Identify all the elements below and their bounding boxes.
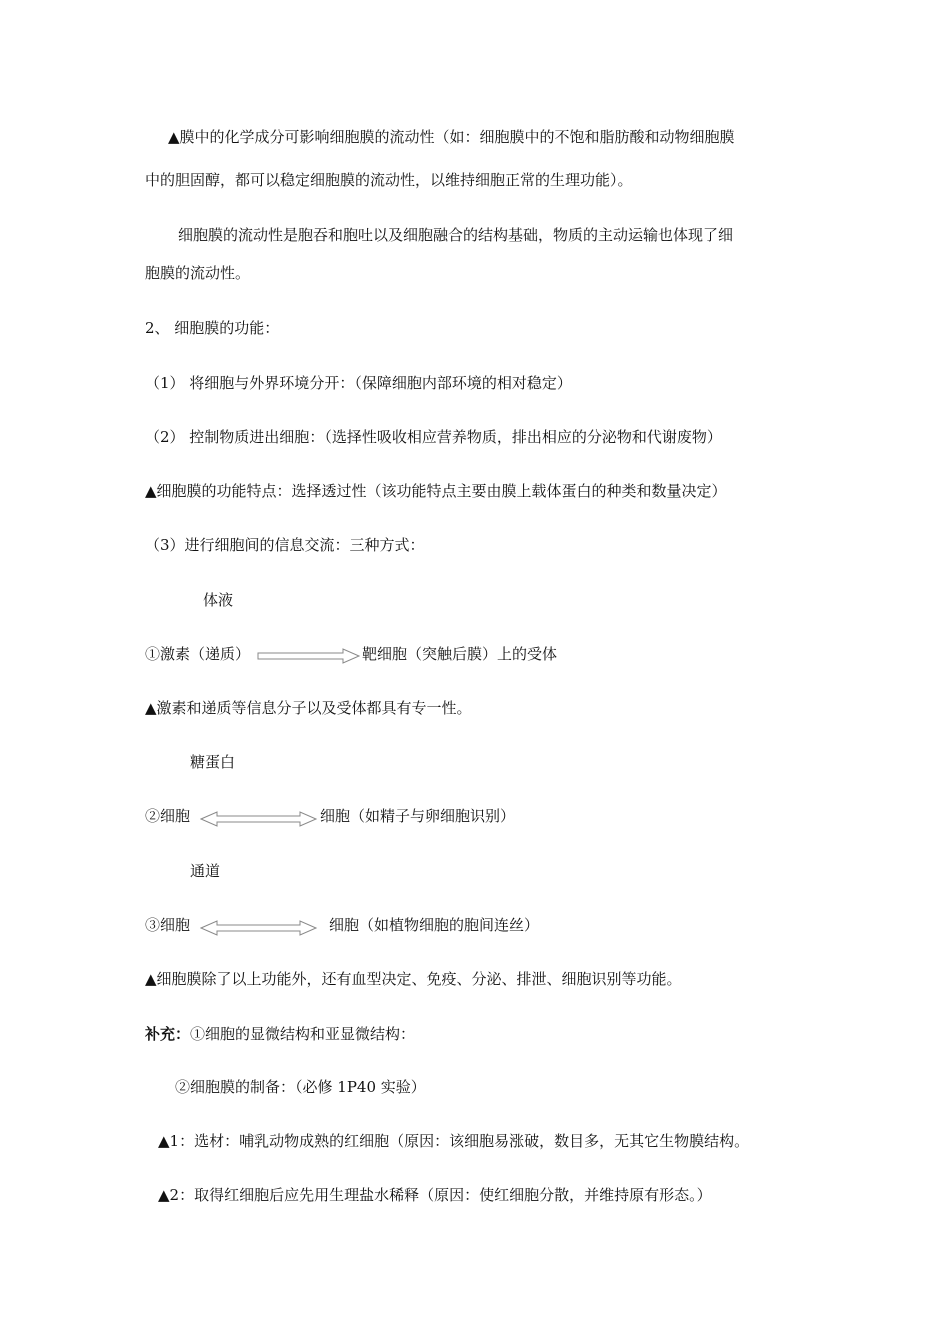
right-arrow-icon bbox=[257, 648, 361, 664]
section-heading: 2、 细胞膜的功能： bbox=[145, 319, 280, 337]
supplement-item: ①细胞的显微结构和亚显微结构： bbox=[190, 1025, 416, 1043]
note: ▲激素和递质等信息分子以及受体都具有专一性。 bbox=[145, 699, 472, 717]
double-arrow-icon bbox=[200, 920, 318, 936]
paragraph-line: ▲膜中的化学成分可影响细胞膜的流动性（如：细胞膜中的不饱和脂肪酸和动物细胞膜 bbox=[168, 128, 735, 146]
paragraph-line: 胞膜的流动性。 bbox=[145, 264, 251, 282]
supplement-item: ②细胞膜的制备：（必修 1P40 实验） bbox=[175, 1078, 426, 1096]
list-item: （2） 控制物质进出细胞：（选择性吸收相应营养物质，排出相应的分泌物和代谢废物） bbox=[145, 428, 722, 446]
note: ▲细胞膜除了以上功能外，还有血型决定、免疫、分泌、排泄、细胞识别等功能。 bbox=[145, 970, 682, 988]
paragraph-line: 细胞膜的流动性是胞吞和胞吐以及细胞融合的结构基础，物质的主动运输也体现了细 bbox=[178, 226, 734, 244]
supplement-step: ▲1：选材：哺乳动物成熟的红细胞（原因：该细胞易涨破，数目多，无其它生物膜结构。 bbox=[158, 1132, 750, 1150]
arrow-label: 通道 bbox=[190, 862, 221, 880]
diagram-right-text: 细胞（如植物细胞的胞间连丝） bbox=[329, 916, 540, 934]
list-item: （3）进行细胞间的信息交流：三种方式： bbox=[145, 536, 425, 554]
diagram-right-text: 细胞（如精子与卵细胞识别） bbox=[320, 807, 516, 825]
arrow-label: 体液 bbox=[203, 591, 234, 609]
diagram-left-text: ③细胞 bbox=[145, 916, 191, 934]
supplement-step: ▲2：取得红细胞后应先用生理盐水稀释（原因：使红细胞分散，并维持原有形态。） bbox=[158, 1186, 712, 1204]
paragraph-line: 中的胆固醇，都可以稳定细胞膜的流动性，以维持细胞正常的生理功能）。 bbox=[145, 171, 633, 189]
double-arrow-icon bbox=[200, 811, 318, 827]
diagram-left-text: ②细胞 bbox=[145, 807, 191, 825]
diagram-left-text: ①激素（递质） bbox=[145, 645, 251, 663]
note: ▲细胞膜的功能特点：选择透过性（该功能特点主要由膜上载体蛋白的种类和数量决定） bbox=[145, 482, 727, 500]
list-item: （1） 将细胞与外界环境分开：（保障细胞内部环境的相对稳定） bbox=[145, 374, 572, 392]
supplement-line bbox=[145, 1024, 415, 1044]
arrow-label: 糖蛋白 bbox=[190, 753, 236, 771]
diagram-right-text: 靶细胞（突触后膜）上的受体 bbox=[362, 645, 558, 663]
supplement-label: 补充： bbox=[145, 1025, 191, 1043]
